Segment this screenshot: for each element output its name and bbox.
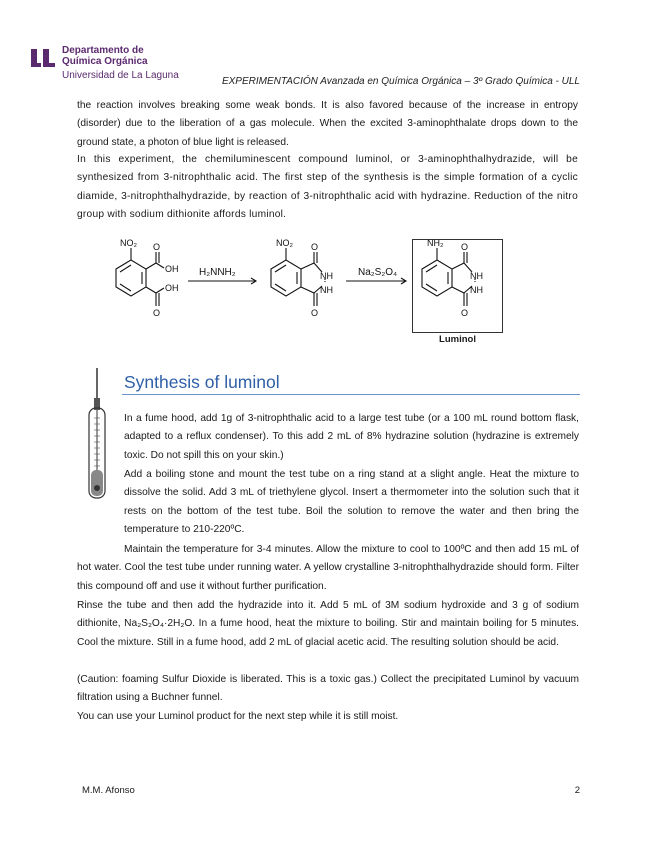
procedure-paragraph-4: Rinse the tube and then add the hydrazide into it. Add 5 mL of 3M sodium hydroxide and 3 g of sodium dithionite, Na₂S₂O₄·2H₂O. In a fume hood, heat the mixture to boiling. Stir and maintain boiling for 5 minutes. Cool the mixture. Still in a fume hood, add 2 mL of glacial acetic acid. The resulting solution should be acid. bbox=[77, 600, 579, 648]
no2-label-1: NO₂ bbox=[120, 238, 137, 248]
oh-label-1a: OH bbox=[165, 264, 179, 274]
o-label-1a: O bbox=[153, 242, 161, 252]
o-label-2a: O bbox=[311, 242, 319, 252]
section-title: Synthesis of luminol bbox=[124, 372, 280, 392]
procedure-paragraph-1: In a fume hood, add 1g of 3-nitrophthalic acid to a large test tube (or a 100 mL round bottom flask, adapted to a reflux condenser). To this add 2 mL of 8% hydrazine solution (hydrazine is extremely toxic. Do not spill this on your skin.) bbox=[124, 413, 579, 461]
page-number: 2 bbox=[574, 785, 580, 796]
university-name: Universidad de La Laguna bbox=[62, 70, 179, 81]
o-label-2b: O bbox=[311, 308, 319, 318]
intro-paragraph-1: the reaction involves breaking some weak bonds. It is also favored because of the increase in entropy (disorder) due to the liberation of a gas molecule. When the excited 3-aminophthalate drops down to the ground state, a photon of blue light is released. bbox=[77, 100, 578, 148]
oh-label-1b: OH bbox=[165, 283, 179, 293]
o-label-3b: O bbox=[461, 308, 469, 318]
thermometer-test-tube-icon bbox=[80, 366, 114, 504]
no2-label-2: NO₂ bbox=[276, 238, 293, 248]
o-label-1b: O bbox=[153, 308, 161, 318]
university-logo-icon bbox=[30, 47, 56, 69]
luminol-product-box bbox=[412, 239, 503, 333]
o-label-3a: O bbox=[461, 242, 469, 252]
procedure-paragraph-5: (Caution: foaming Sulfur Dioxide is liberated. This is a toxic gas.) Collect the precipitated Luminol by vacuum filtration using a Buchner funnel. bbox=[77, 674, 579, 704]
procedure-paragraph-3: Maintain the temperature for 3-4 minutes. Allow the mixture to cool to 100ºC and then add 15 mL of hot water. Cool the test tube under running water. A yellow crystalline 3-nitrophthalhydrazide should form. Filter this compound off and use it without further purification. bbox=[77, 544, 579, 592]
nh2-label-3: NH₂ bbox=[427, 238, 444, 248]
nh-label-3b: NH bbox=[470, 285, 483, 295]
nh-label-2b: NH bbox=[320, 285, 333, 295]
footer-author: M.M. Afonso bbox=[82, 785, 135, 796]
reagent-dithionite: Na₂S₂O₄ bbox=[358, 267, 398, 278]
department-line-1: Departamento de bbox=[62, 45, 144, 56]
section-divider bbox=[122, 394, 580, 395]
procedure-paragraph-6: You can use your Luminol product for the next step while it is still moist. bbox=[77, 711, 399, 722]
intro-paragraph-2: In this experiment, the chemiluminescent compound luminol, or 3-aminophthalhydrazide, will be synthesized from 3-nitrophthalic acid. The first step of the synthesis is the simple formation of a cyclic diamide, 3-nitrophthalhydrazide, by reaction of 3-nitrophthalic acid with hydrazine. Reduction of the nitro group with sodium dithionite affords luminol. bbox=[77, 154, 578, 220]
department-line-2: Química Orgánica bbox=[62, 56, 148, 67]
nh-label-2a: NH bbox=[320, 271, 333, 281]
luminol-label: Luminol bbox=[439, 334, 476, 345]
department-name bbox=[62, 45, 148, 67]
reagent-hydrazine: H₂NNH₂ bbox=[199, 267, 236, 278]
procedure-paragraph-2: Add a boiling stone and mount the test tube on a ring stand at a slight angle. Heat the mixture to dissolve the solid. Add 3 mL of triethylene glycol. Insert a thermometer into the solution such that it rests on the bottom of the test tube. Boil the solution to remove the water and then bring the temperature to 210-220ºC. bbox=[124, 469, 579, 535]
nh-label-3a: NH bbox=[470, 271, 483, 281]
course-header: EXPERIMENTACIÓN Avanzada en Química Orgánica – 3º Grado Química - ULL bbox=[221, 76, 580, 87]
